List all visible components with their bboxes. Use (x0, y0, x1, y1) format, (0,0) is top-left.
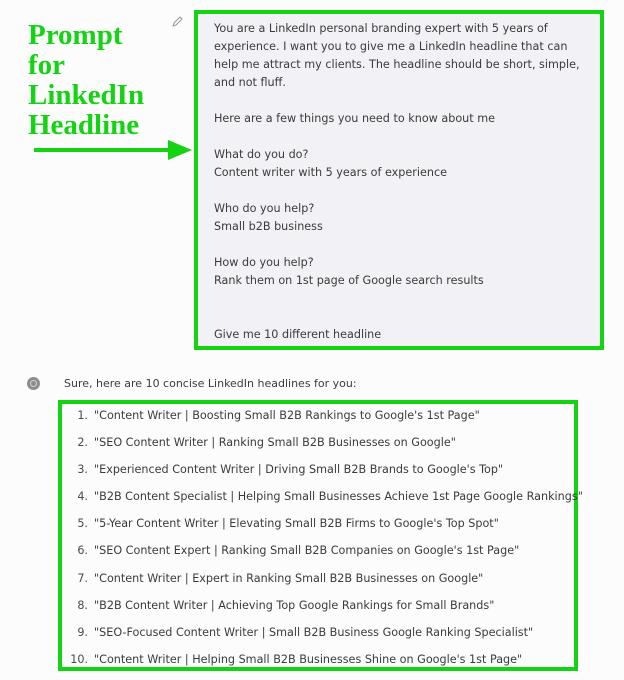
headline-text: "Experienced Content Writer | Driving Small B2B Brands to Google's Top" (94, 463, 504, 477)
prompt-question-1: What do you do? (214, 148, 309, 161)
annotation-title (28, 20, 144, 140)
list-item (62, 515, 583, 542)
item-number: 8. (77, 598, 88, 612)
item-number: 6. (77, 544, 88, 558)
list-item (62, 570, 583, 597)
headline-text: "Content Writer | Helping Small B2B Businesses Shine on Google's 1st Page" (94, 652, 523, 666)
annotation-line: Prompt (28, 19, 123, 51)
prompt-question-3: How do you help? (214, 256, 314, 269)
response-intro: Sure, here are 10 concise LinkedIn headlines for you: (64, 377, 357, 390)
headline-text: "SEO Content Expert | Ranking Small B2B Companies on Google's 1st Page" (94, 544, 520, 558)
headline-text: "5-Year Content Writer | Elevating Small B2B Firms to Google's Top Spot" (94, 517, 499, 531)
headline-text: "B2B Content Writer | Achieving Top Google Rankings for Small Brands" (94, 598, 495, 612)
annotation-line: LinkedIn (28, 79, 145, 111)
list-item (62, 597, 583, 624)
item-number: 2. (77, 436, 88, 450)
headline-text: "SEO-Focused Content Writer | Small B2B Business Google Ranking Specialist" (94, 625, 534, 639)
list-item (62, 407, 583, 434)
headline-text: "Content Writer | Expert in Ranking Small B2B Businesses on Google" (94, 571, 484, 585)
prompt-answer-3: Rank them on 1st page of Google search results (214, 274, 484, 287)
prompt-request: Give me 10 different headline (214, 328, 382, 341)
pencil-icon[interactable] (170, 15, 184, 29)
assistant-response (58, 400, 583, 671)
list-item (62, 651, 583, 678)
item-number: 3. (77, 463, 88, 477)
headline-text: "B2B Content Specialist | Helping Small Businesses Achieve 1st Page Google Rankings" (94, 490, 583, 504)
item-number: 9. (77, 625, 88, 639)
prompt-intro: You are a LinkedIn personal branding expert with 5 years of experience. I want you to give me a LinkedIn headline that can help me attract my clients. The headline should be short, simple, and not fluff. (214, 22, 580, 89)
prompt-question-2: Who do you help? (214, 202, 315, 215)
item-number: 5. (77, 517, 88, 531)
annotation-line: for (28, 49, 66, 81)
assistant-logo-icon (27, 377, 40, 390)
prompt-answer-1: Content writer with 5 years of experience (214, 166, 447, 179)
list-item (62, 488, 583, 515)
annotation-line: Headline (28, 109, 140, 141)
item-number: 7. (77, 571, 88, 585)
list-item (62, 624, 583, 651)
arrow-right-icon (34, 140, 194, 160)
prompt-context: Here are a few things you need to know about me (214, 112, 495, 125)
list-item (62, 542, 583, 569)
headline-list (62, 407, 583, 678)
headline-text: "Content Writer | Boosting Small B2B Rankings to Google's 1st Page" (94, 409, 480, 422)
item-number: 10. (70, 652, 88, 666)
list-item (62, 461, 583, 488)
item-number: 4. (77, 490, 88, 504)
item-number: 1. (77, 409, 88, 422)
user-prompt-message (194, 10, 604, 350)
headline-text: "SEO Content Writer | Ranking Small B2B Businesses on Google" (94, 436, 456, 450)
prompt-answer-2: Small b2B business (214, 220, 323, 233)
list-item (62, 434, 583, 461)
